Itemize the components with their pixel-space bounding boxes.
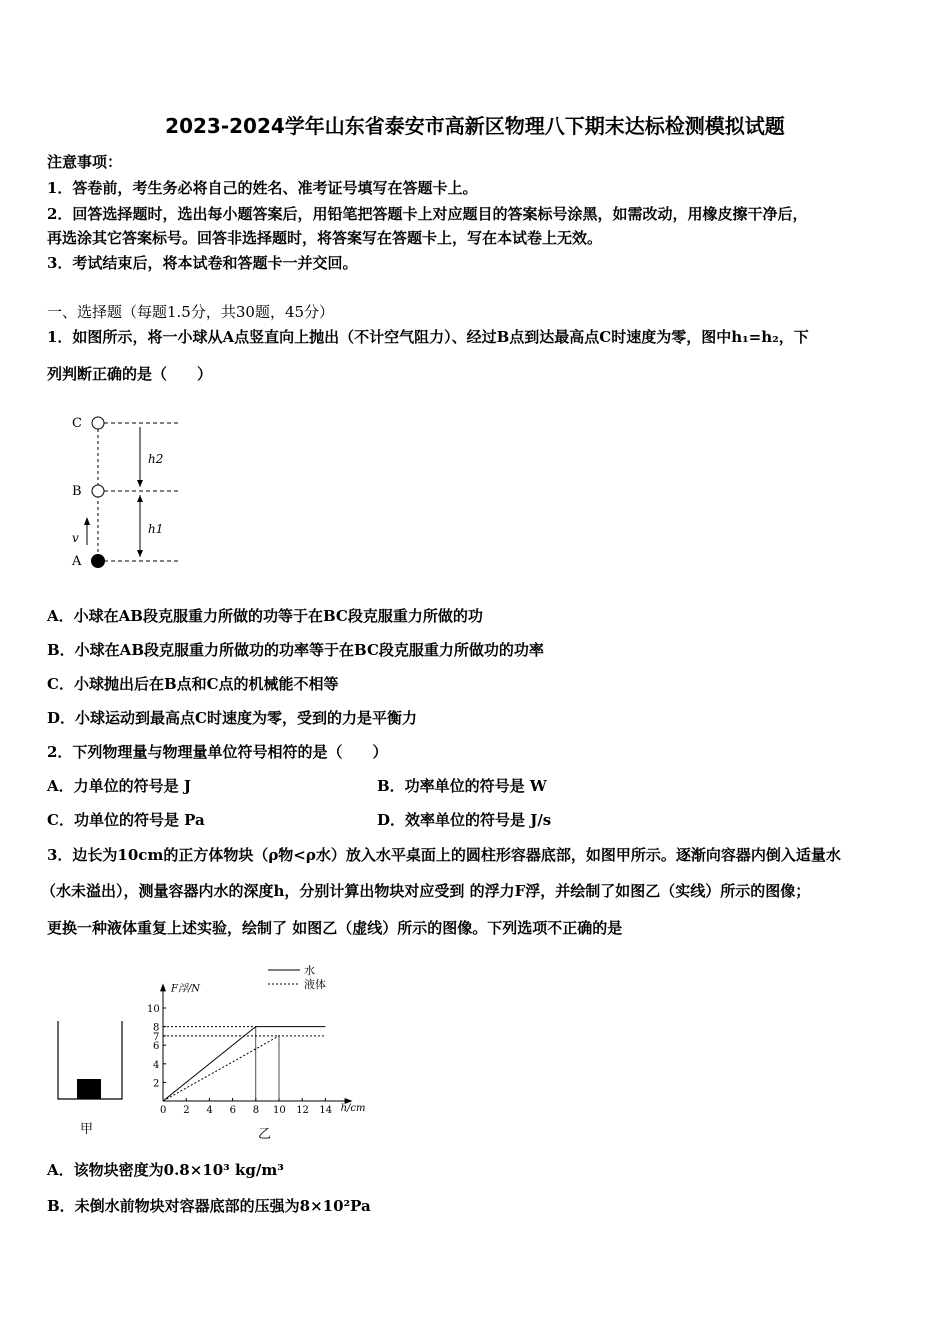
- x-tick-label: 10: [273, 1105, 286, 1116]
- y-tick-label: 2: [153, 1078, 160, 1090]
- q2-option-b: B．功率单位的符号是 W: [377, 777, 547, 795]
- q2-option-d: D．效率单位的符号是 J/s: [377, 811, 552, 829]
- y-tick-label: 7: [153, 1031, 160, 1043]
- x-axis-label: h/cm: [340, 1103, 366, 1114]
- notice-item: 再选涂其它答案标号。回答非选择题时，将答案写在答题卡上，写在本试卷上无效。: [47, 229, 603, 247]
- x-tick-label: 12: [296, 1105, 309, 1116]
- q1-figure: [60, 405, 200, 580]
- y-tick-label: 8: [153, 1022, 160, 1034]
- notice-item: 1．答卷前，考生务必将自己的姓名、准考证号填写在答题卡上。: [47, 179, 478, 197]
- q3-stem: 3．边长为10cm的正方体物块（ρ物<ρ水）放入水平桌面上的圆柱形容器底部，如图甲所示。逐渐向容器内倒入适量水: [47, 846, 841, 864]
- q1-stem-cont: 列判断正确的是（ ）: [47, 365, 213, 383]
- x-tick-label: 14: [319, 1105, 333, 1116]
- ball-b: [92, 485, 104, 497]
- q1-option-d: D．小球运动到最高点C时速度为零，受到的力是平衡力: [47, 709, 417, 727]
- q3-option-b: B．未倒水前物块对容器底部的压强为8×10²Pa: [47, 1197, 371, 1215]
- label-c: C: [72, 416, 82, 431]
- q3-stem-cont: 更换一种液体重复上述实验，绘制了 如图乙（虚线）所示的图像。下列选项不正确的是: [47, 919, 623, 937]
- x-tick-label: 8: [252, 1105, 260, 1116]
- x-tick-label: 6: [229, 1105, 236, 1116]
- q1-option-a: A．小球在AB段克服重力所做的功等于在BC段克服重力所做的功: [47, 607, 483, 625]
- legend-label: 水: [304, 964, 315, 977]
- label-h2: h2: [148, 452, 164, 466]
- block: [77, 1079, 101, 1099]
- q1-option-b: B．小球在AB段克服重力所做功的功率等于在BC段克服重力所做功的功率: [47, 641, 544, 659]
- q3-option-a: A．该物块密度为0.8×10³ kg/m³: [47, 1161, 284, 1179]
- q1-option-c: C．小球抛出后在B点和C点的机械能不相等: [47, 675, 339, 693]
- x-tick-label: 0: [160, 1105, 167, 1116]
- figure-jia: [50, 1015, 130, 1145]
- label-b: B: [72, 484, 82, 499]
- notice-item: 3．考试结束后，将本试卷和答题卡一并交回。: [47, 254, 358, 272]
- y-tick-label: 4: [153, 1059, 160, 1071]
- y-axis-arrow: [160, 983, 166, 991]
- velocity-arrow-head: [84, 517, 90, 525]
- series-line-water: [163, 1027, 325, 1101]
- ball-a: [91, 554, 105, 568]
- label-v: v: [72, 531, 79, 545]
- y-tick-label: 10: [147, 1004, 160, 1015]
- section-heading: 一、选择题（每题1.5分，共30题，45分）: [47, 303, 335, 321]
- notice-item: 2．回答选择题时，选出每小题答案后，用铅笔把答题卡上对应题目的答案标号涂黑，如需改动，用橡皮擦干净后，: [47, 205, 808, 223]
- q3-stem-cont: （水未溢出），测量容器内水的深度h，分别计算出物块对应受到 的浮力F浮，并绘制了如图乙（实线）所示的图像；: [41, 882, 811, 900]
- q2-option-a: A．力单位的符号是 J: [47, 777, 191, 795]
- q2-stem: 2．下列物理量与物理量单位符号相符的是（ ）: [47, 743, 388, 761]
- label-h1: h1: [148, 522, 164, 536]
- ball-c: [92, 417, 104, 429]
- x-tick-label: 4: [206, 1105, 213, 1116]
- page-title: 2023-2024学年山东省泰安市高新区物理八下期末达标检测模拟试题: [165, 114, 785, 138]
- y-axis-label: F浮/N: [171, 983, 201, 995]
- figure-yi-label: 乙: [258, 1127, 272, 1142]
- label-a: A: [72, 554, 82, 569]
- legend-label: 液体: [304, 978, 326, 991]
- figure-jia-label: 甲: [80, 1122, 94, 1137]
- series-line-liquid: [163, 1036, 325, 1101]
- x-tick-label: 2: [183, 1105, 190, 1116]
- y-tick-label: 6: [153, 1041, 160, 1053]
- notice-heading: 注意事项：: [47, 153, 123, 171]
- q2-option-c: C．功单位的符号是 Pa: [47, 811, 205, 829]
- figure-yi-chart: [140, 958, 390, 1148]
- q1-stem: 1．如图所示，将一小球从A点竖直向上抛出（不计空气阻力）、经过B点到达最高点C时速度为零，图中h₁=h₂，下: [47, 328, 809, 346]
